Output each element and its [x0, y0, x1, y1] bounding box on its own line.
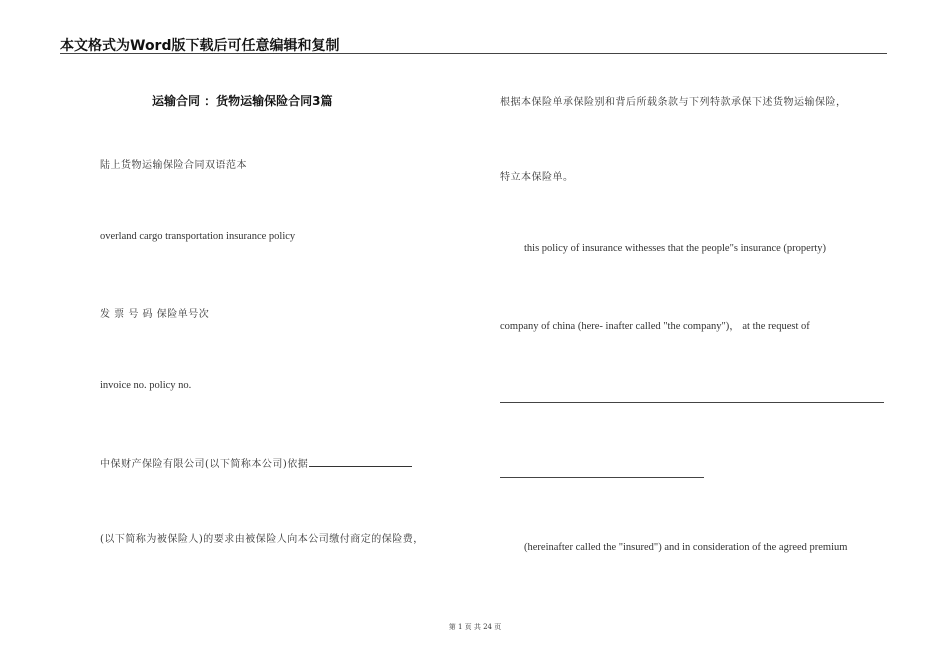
right-paragraph-5: (hereinafter called the "insured") and in consideration of the agreed premium	[524, 542, 848, 553]
right-paragraph-1: 根据本保险单承保险别和背后所载条款与下列特款承保下述货物运输保险，	[500, 97, 847, 108]
header-divider	[60, 53, 887, 54]
left-paragraph-2: overland cargo transportation insurance policy	[100, 231, 296, 242]
fill-in-line-2	[500, 477, 704, 478]
left-paragraph-1: 陆上货物运输保险合同双语范本	[100, 160, 247, 171]
page-number-footer: 第 1 页 共 24 页	[448, 623, 502, 631]
left-paragraph-5-text: 中保财产保险有限公司(以下简称本公司)依据	[100, 459, 309, 470]
document-title: 运输合同 ：货物运输保险合同3篇	[152, 94, 333, 108]
left-paragraph-3: 发 票 号 码 保险单号次	[100, 309, 210, 320]
left-paragraph-4: invoice no. policy no.	[100, 380, 192, 391]
fill-in-line-1	[500, 402, 884, 403]
left-paragraph-6: (以下简称为被保险人)的要求由被保险人向本公司缴付商定的保险费，	[100, 534, 424, 545]
right-paragraph-3: this policy of insurance withesses that the people"s insurance (property)	[524, 243, 826, 254]
page-header-title: 本文格式为Word版下载后可任意编辑和复制	[60, 38, 340, 54]
right-paragraph-4: company of china (here- inafter called "the company")， at the request of	[500, 321, 810, 332]
left-paragraph-5	[100, 455, 412, 470]
fill-in-blank	[309, 457, 412, 467]
right-paragraph-2: 特立本保险单。	[500, 172, 574, 183]
